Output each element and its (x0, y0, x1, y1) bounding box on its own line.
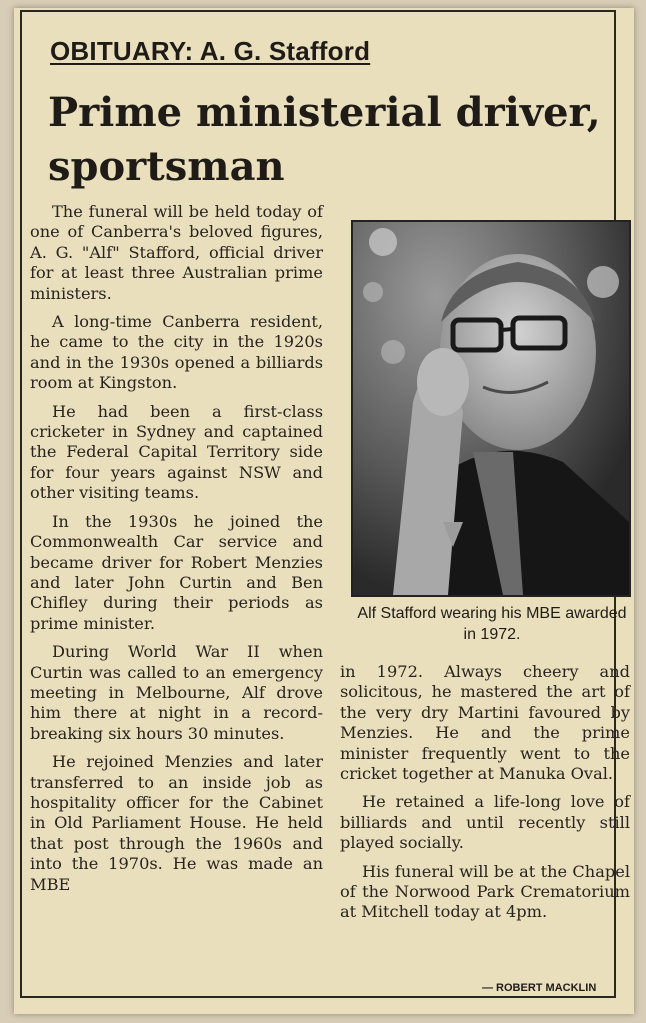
portrait-photo (351, 220, 631, 597)
column-1 (30, 202, 323, 903)
paragraph: He rejoined Menzies and later transferred to an inside job as hospitality officer for the Cabinet in Old Parliament House. He held that post through the 1960s and into the 1970s. He was made an MBE (30, 752, 323, 894)
paragraph: During World War II when Curtin was called to an emergency meeting in Melbourne, Alf drove him there at night in a record-breaking six hours 30 minutes. (30, 642, 323, 743)
paragraph: His funeral will be at the Chapel of the Norwood Park Crematorium at Mitchell today at 4pm. (340, 861, 630, 922)
paragraph: The funeral will be held today of one of Canberra's beloved figures, A. G. "Alf" Stafford, official driver for at least three Australian prime ministers. (30, 202, 323, 303)
obituary-kicker: OBITUARY: A. G. Stafford (50, 36, 371, 66)
paragraph: A long-time Canberra resident, he came to the city in the 1920s and in the 1930s opened a billiards room at Kingston. (30, 312, 323, 393)
paragraph: He retained a life-long love of billiards and until recently still played socially. (340, 792, 630, 853)
column-2 (340, 662, 630, 931)
paragraph: In the 1930s he joined the Commonwealth Car service and became driver for Robert Menzies and later John Curtin and Ben Chifley during their periods as prime minister. (30, 511, 323, 633)
paragraph: He had been a first-class cricketer in Sydney and captained the Federal Capital Territory side for four years against NSW and other visiting teams. (30, 401, 323, 503)
headline: Prime ministerial driver, sportsman (48, 89, 601, 190)
byline: — ROBERT MACKLIN (482, 982, 597, 994)
photo-caption: Alf Stafford wearing his MBE awarded in 1972. (357, 605, 627, 643)
portrait-illustration (353, 222, 629, 595)
paragraph: in 1972. Always cheery and solicitous, he mastered the art of the very dry Martini favoured by Menzies. He and the prime minister frequently went to the cricket together at Manuka Oval. (340, 662, 630, 784)
